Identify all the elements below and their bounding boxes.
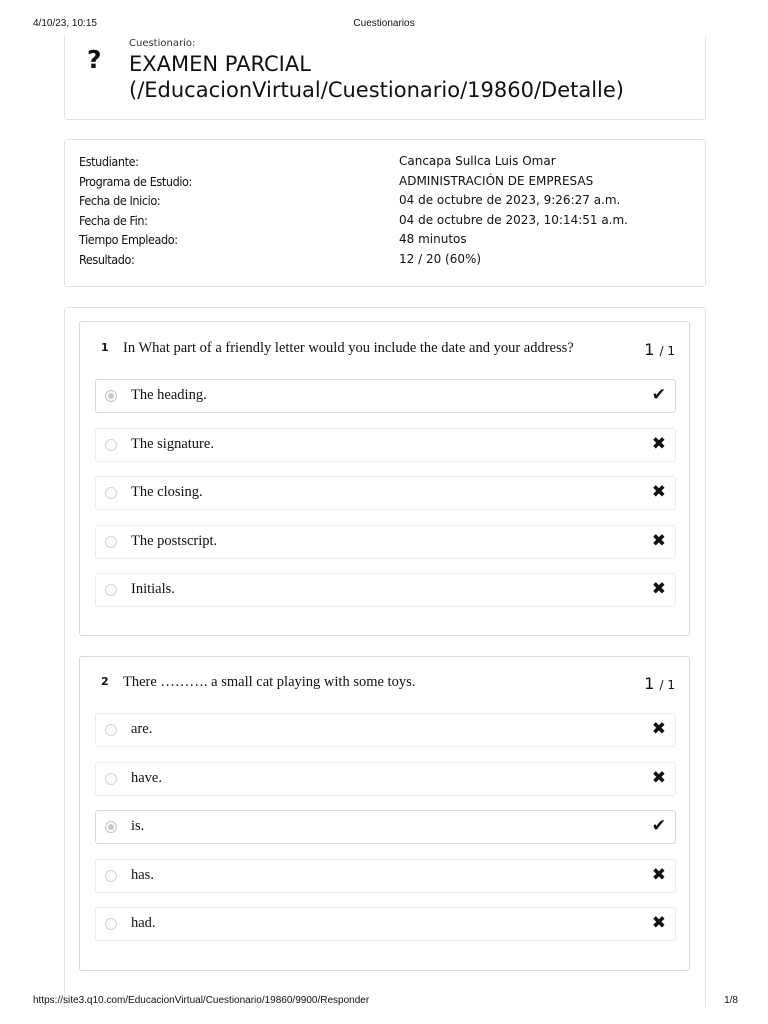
option-label: had.: [131, 915, 156, 931]
info-row-time-spent: [79, 232, 699, 252]
option-label: The heading.: [131, 387, 207, 403]
answer-option[interactable]: [95, 525, 676, 559]
info-label: Programa de Estudio:: [79, 173, 192, 189]
answer-option[interactable]: [95, 428, 676, 462]
radio-button[interactable]: [105, 487, 117, 499]
info-label: Resultado:: [79, 251, 135, 267]
answer-option[interactable]: [95, 573, 676, 607]
question-text: In What part of a friendly letter would you include the date and your address?: [123, 340, 574, 356]
info-label: Fecha de Fin:: [79, 212, 148, 228]
info-label: Fecha de Inicio:: [79, 193, 161, 208]
info-row-result: [79, 252, 699, 272]
radio-button[interactable]: [105, 870, 117, 882]
cross-icon: ✖: [651, 579, 666, 599]
question-card: [79, 321, 690, 636]
question-number: 2: [101, 675, 109, 688]
question-card: [79, 656, 690, 971]
cross-icon: ✖: [651, 865, 666, 885]
question-number: 1: [101, 341, 109, 354]
info-value: 12 / 20 (60%): [399, 251, 482, 266]
option-label: Initials.: [131, 581, 175, 597]
answer-option[interactable]: [95, 713, 676, 747]
option-label: have.: [131, 770, 162, 786]
cross-icon: ✖: [651, 913, 666, 933]
score-value: 1: [644, 674, 655, 693]
question-text: There ………. a small cat playing with some toys.: [123, 674, 416, 690]
radio-button[interactable]: [105, 536, 117, 548]
info-value: Cancapa Sullca Luis Omar: [399, 154, 556, 168]
radio-button[interactable]: [105, 584, 117, 596]
info-value: 04 de octubre de 2023, 10:14:51 a.m.: [399, 212, 628, 227]
page-url: https://site3.q10.com/EducacionVirtual/Cuestionario/19860/9900/Responder: [33, 995, 370, 1006]
info-value: 48 minutos: [399, 232, 467, 246]
info-row-start-date: [79, 193, 699, 213]
info-label: Tiempo Empleado:: [79, 232, 178, 247]
answer-option[interactable]: [95, 907, 676, 941]
info-label: Estudiante:: [79, 154, 139, 169]
quiz-title-card: [64, 36, 706, 120]
radio-button[interactable]: [105, 390, 117, 402]
print-header: [0, 18, 768, 32]
option-label: has.: [131, 867, 154, 883]
answer-option[interactable]: [95, 762, 676, 796]
answer-option[interactable]: [95, 810, 676, 844]
info-row-student: [79, 154, 699, 174]
quiz-title: EXAMEN PARCIAL (/EducacionVirtual/Cuestionario/19860/Detalle): [129, 52, 624, 102]
print-title: Cuestionarios: [353, 18, 415, 29]
score-value: 1: [644, 340, 655, 359]
radio-button[interactable]: [105, 724, 117, 736]
question-mark-icon: ?: [87, 45, 102, 74]
student-info-card: [64, 139, 706, 287]
question-score: [644, 340, 675, 359]
info-row-end-date: [79, 213, 699, 233]
option-label: The postscript.: [131, 533, 218, 549]
answer-option[interactable]: [95, 379, 676, 413]
check-icon: ✔: [651, 385, 666, 405]
info-value: ADMINISTRACIÓN DE EMPRESAS: [399, 173, 594, 188]
info-row-program: [79, 174, 699, 194]
radio-button[interactable]: [105, 439, 117, 451]
answer-option[interactable]: [95, 859, 676, 893]
option-label: is.: [131, 818, 145, 834]
cross-icon: ✖: [651, 434, 666, 454]
quiz-label: Cuestionario:: [129, 38, 196, 49]
question-score: [644, 674, 675, 693]
print-datetime: 4/10/23, 10:15: [33, 18, 97, 29]
check-icon: ✔: [651, 816, 666, 836]
radio-button[interactable]: [105, 918, 117, 930]
option-label: The closing.: [131, 484, 203, 500]
option-label: The signature.: [131, 436, 214, 452]
radio-button[interactable]: [105, 773, 117, 785]
print-footer: [0, 995, 768, 1009]
score-total: / 1: [659, 344, 675, 358]
cross-icon: ✖: [651, 719, 666, 739]
cross-icon: ✖: [651, 531, 666, 551]
info-value: 04 de octubre de 2023, 9:26:27 a.m.: [399, 193, 621, 207]
page-number: 1/8: [724, 995, 738, 1006]
option-label: are.: [131, 721, 153, 737]
score-total: / 1: [659, 678, 675, 692]
cross-icon: ✖: [651, 482, 666, 502]
answer-option[interactable]: [95, 476, 676, 510]
radio-button[interactable]: [105, 821, 117, 833]
cross-icon: ✖: [651, 768, 666, 788]
